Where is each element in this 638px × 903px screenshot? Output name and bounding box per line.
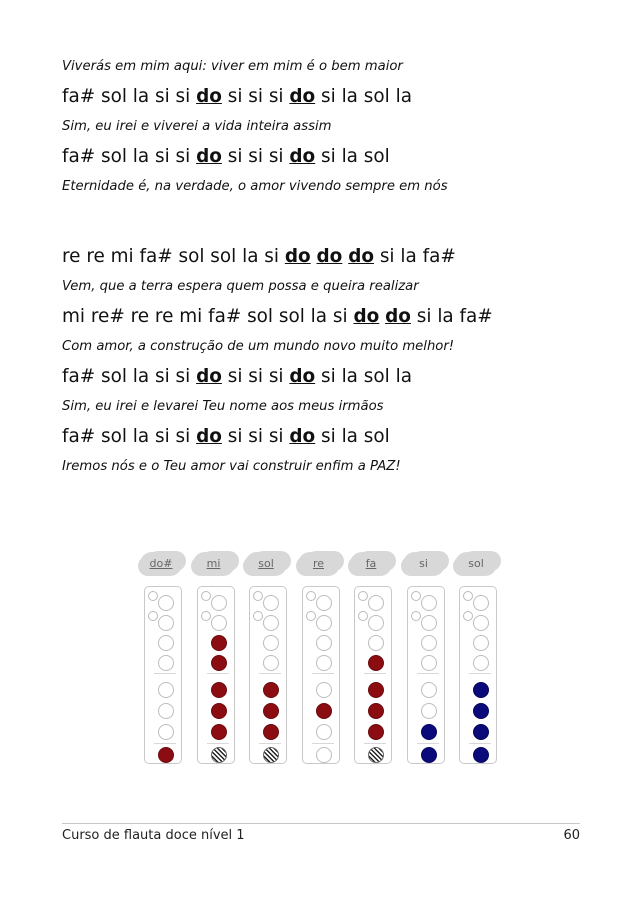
note-cloud-label — [298, 552, 340, 576]
note-name: sol — [468, 557, 484, 570]
thumb-hole — [358, 611, 368, 621]
note-segment: si la sol — [315, 426, 390, 447]
note-name: mi — [206, 557, 221, 570]
footer-divider — [62, 823, 580, 824]
open-hole — [421, 703, 437, 719]
covered-hole — [473, 747, 489, 763]
note-segment: si la sol la — [315, 86, 412, 107]
note-line — [62, 85, 582, 111]
covered-hole — [158, 747, 174, 763]
joint-divider — [417, 743, 439, 744]
joint-divider — [259, 743, 281, 744]
note-line — [62, 365, 582, 391]
flute-diagram — [350, 552, 394, 772]
note-do-emphasis: do — [196, 146, 222, 167]
open-hole — [316, 655, 332, 671]
open-hole — [316, 724, 332, 740]
open-hole — [263, 635, 279, 651]
open-hole — [421, 635, 437, 651]
note-segment: si la sol — [315, 146, 390, 167]
joint-divider — [312, 673, 334, 674]
open-hole — [473, 635, 489, 651]
open-hole — [211, 595, 227, 611]
thumb-hole — [201, 591, 211, 601]
open-hole — [263, 615, 279, 631]
note-cloud-label — [193, 552, 235, 576]
open-hole — [158, 724, 174, 740]
flute-diagram — [298, 552, 342, 772]
thumb-hole — [411, 591, 421, 601]
thumb-hole — [201, 611, 211, 621]
covered-hole — [368, 655, 384, 671]
covered-hole — [211, 682, 227, 698]
flute-body — [459, 586, 497, 764]
open-hole — [158, 703, 174, 719]
thumb-hole — [411, 611, 421, 621]
half-covered-hole — [211, 747, 227, 763]
open-hole — [316, 635, 332, 651]
flute-body — [302, 586, 340, 764]
note-cloud-label — [140, 552, 182, 576]
note-name: fa — [365, 557, 377, 570]
flute-body — [249, 586, 287, 764]
joint-divider — [154, 743, 176, 744]
open-hole — [473, 615, 489, 631]
note-line — [62, 145, 582, 171]
note-segment: si si si — [221, 366, 290, 387]
covered-hole — [263, 682, 279, 698]
open-hole — [473, 655, 489, 671]
half-covered-hole — [368, 747, 384, 763]
open-hole — [158, 682, 174, 698]
open-hole — [158, 595, 174, 611]
lyric-line: Vem, que a terra espera quem possa e queira realizar — [62, 279, 419, 294]
note-do-emphasis: do — [353, 306, 380, 327]
song-content — [62, 58, 582, 485]
covered-hole — [263, 703, 279, 719]
open-hole — [421, 595, 437, 611]
joint-divider — [259, 673, 281, 674]
note-do-emphasis: do — [289, 426, 316, 447]
note-do-emphasis: do — [348, 246, 374, 267]
note-cloud-label — [455, 552, 497, 576]
note-cloud-label — [245, 552, 287, 576]
flute-body — [354, 586, 392, 764]
lyric-line: Viverás em mim aqui: viver em mim é o bem maior — [62, 59, 403, 74]
lyric-line: Com amor, a construção de um mundo novo muito melhor! — [62, 339, 455, 354]
joint-divider — [207, 673, 229, 674]
note-segment: si la fa# — [374, 246, 456, 267]
note-segment: re re mi fa# sol sol la si — [62, 246, 285, 267]
flute-diagram — [403, 552, 447, 772]
note-do-emphasis: do — [289, 366, 316, 387]
flute-body — [144, 586, 182, 764]
note-name: si — [419, 557, 428, 570]
covered-hole — [211, 703, 227, 719]
lyric-line: Eternidade é, na verdade, o amor vivendo sempre em nós — [62, 179, 448, 194]
note-line — [62, 245, 582, 271]
joint-divider — [364, 743, 386, 744]
open-hole — [263, 595, 279, 611]
note-cloud-label — [403, 552, 445, 576]
note-segment: fa# sol la si si — [62, 146, 197, 167]
open-hole — [263, 655, 279, 671]
thumb-hole — [306, 591, 316, 601]
open-hole — [316, 595, 332, 611]
stanza-gap — [62, 205, 582, 245]
note-do-emphasis: do — [316, 246, 343, 267]
covered-hole — [421, 724, 437, 740]
open-hole — [421, 682, 437, 698]
note-segment: si si si — [221, 146, 290, 167]
flute-body — [407, 586, 445, 764]
covered-hole — [368, 703, 384, 719]
lyric-line: Sim, eu irei e viverei a vida inteira assim — [62, 119, 332, 134]
note-do-emphasis: do — [385, 306, 411, 327]
note-segment: si la sol la — [315, 366, 412, 387]
flute-diagram — [193, 552, 237, 772]
note-line — [62, 425, 582, 451]
open-hole — [158, 615, 174, 631]
note-segment: si si si — [221, 426, 290, 447]
note-segment: mi re# re re mi fa# sol sol la si — [62, 306, 354, 327]
joint-divider — [469, 673, 491, 674]
note-do-emphasis: do — [284, 246, 311, 267]
note-do-emphasis: do — [196, 366, 222, 387]
thumb-hole — [463, 591, 473, 601]
open-hole — [158, 635, 174, 651]
note-line — [62, 305, 582, 331]
open-hole — [316, 615, 332, 631]
thumb-hole — [253, 591, 263, 601]
flute-fingering-chart — [140, 552, 500, 774]
page-number: 60 — [563, 828, 580, 843]
joint-divider — [469, 743, 491, 744]
note-segment: fa# sol la si si — [62, 426, 197, 447]
footer-title: Curso de flauta doce nível 1 — [62, 828, 245, 843]
note-do-emphasis: do — [289, 146, 316, 167]
thumb-hole — [463, 611, 473, 621]
open-hole — [158, 655, 174, 671]
covered-hole — [368, 682, 384, 698]
open-hole — [211, 615, 227, 631]
note-segment: si si si — [221, 86, 290, 107]
joint-divider — [207, 743, 229, 744]
covered-hole — [473, 682, 489, 698]
flute-diagram — [140, 552, 184, 772]
covered-hole — [263, 724, 279, 740]
note-cloud-label — [350, 552, 392, 576]
lyric-line: Sim, eu irei e levarei Teu nome aos meus irmãos — [62, 399, 384, 414]
open-hole — [421, 655, 437, 671]
covered-hole — [473, 703, 489, 719]
note-do-emphasis: do — [289, 86, 316, 107]
open-hole — [368, 635, 384, 651]
open-hole — [368, 615, 384, 631]
thumb-hole — [148, 591, 158, 601]
note-segment: fa# sol la si si — [62, 366, 197, 387]
flute-diagram — [245, 552, 289, 772]
covered-hole — [316, 703, 332, 719]
covered-hole — [211, 655, 227, 671]
open-hole — [316, 682, 332, 698]
joint-divider — [417, 673, 439, 674]
note-do-emphasis: do — [196, 86, 222, 107]
note-name: re — [312, 557, 325, 570]
joint-divider — [364, 673, 386, 674]
open-hole — [421, 615, 437, 631]
covered-hole — [368, 724, 384, 740]
open-hole — [473, 595, 489, 611]
lyric-line: Iremos nós e o Teu amor vai construir enfim a PAZ! — [62, 459, 401, 474]
note-do-emphasis: do — [196, 426, 222, 447]
thumb-hole — [253, 611, 263, 621]
covered-hole — [473, 724, 489, 740]
note-name: sol — [258, 557, 274, 570]
note-segment: fa# sol la si si — [62, 86, 197, 107]
flute-body — [197, 586, 235, 764]
thumb-hole — [358, 591, 368, 601]
covered-hole — [211, 724, 227, 740]
open-hole — [368, 595, 384, 611]
open-hole — [316, 747, 332, 763]
thumb-hole — [148, 611, 158, 621]
flute-diagram — [455, 552, 499, 772]
covered-hole — [211, 635, 227, 651]
note-segment: si la fa# — [410, 306, 493, 327]
thumb-hole — [306, 611, 316, 621]
half-covered-hole — [263, 747, 279, 763]
joint-divider — [154, 673, 176, 674]
note-name: do# — [149, 557, 173, 570]
joint-divider — [312, 743, 334, 744]
covered-hole — [421, 747, 437, 763]
